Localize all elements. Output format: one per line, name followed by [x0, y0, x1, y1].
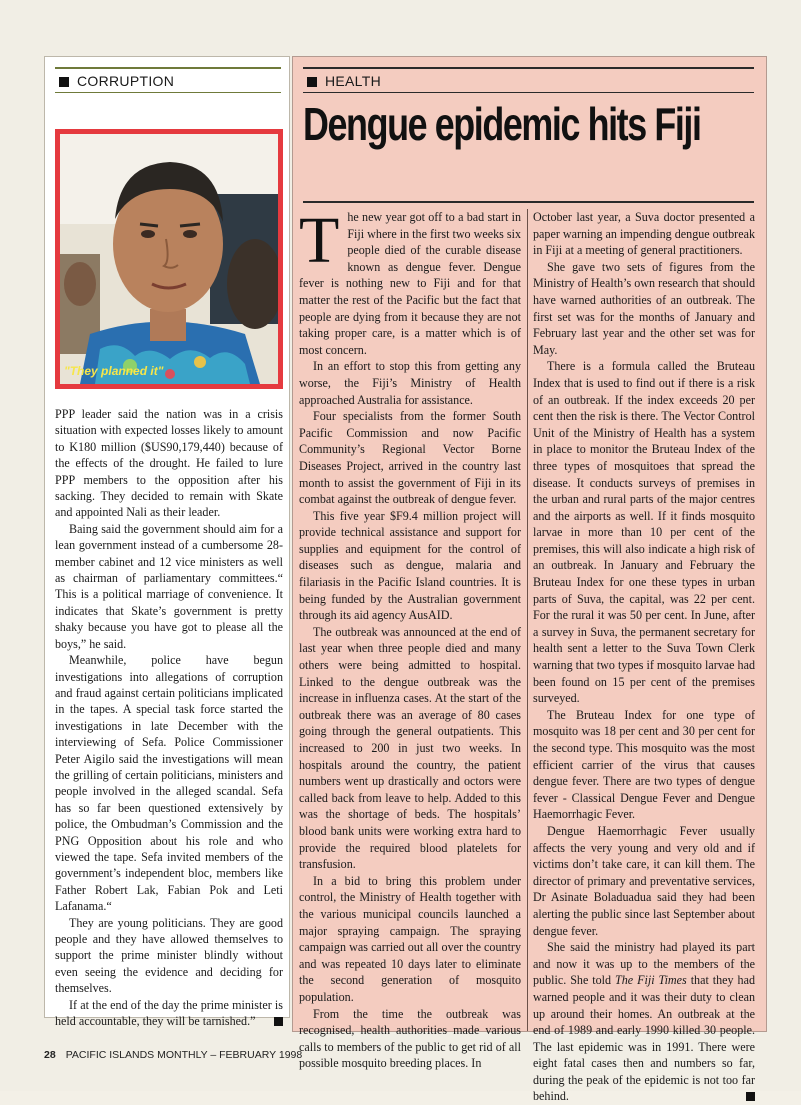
article-headline: Dengue epidemic hits Fiji	[303, 98, 701, 150]
paragraph-final	[533, 939, 755, 1105]
section-label: HEALTH	[325, 73, 381, 89]
paragraph: Dengue Haemorrhagic Fever usually affects the very young and very old and if victims don’t take care, it can kill them. The director of primary and preventative services, Dr Asinate Boladuadua said they had been alerting the public since last September about dengue fever.	[533, 823, 755, 938]
article-column-1	[299, 204, 521, 1072]
portrait-photo	[55, 129, 283, 389]
lead-paragraph	[299, 204, 521, 358]
newspaper-title: The Fiji Times	[615, 973, 687, 988]
page-footer	[44, 1049, 302, 1061]
paragraph: October last year, a Suva doctor presented a paper warning an impending dengue outbreak in Fiji at a meeting of general practitioners.	[533, 210, 755, 258]
drop-cap: T	[299, 204, 340, 277]
paragraph: From the time the outbreak was recognised, health authorities made various calls to members of the public to get rid of all possible mosquito breeding places. In	[299, 1006, 521, 1071]
photo-caption: "They planned it"	[64, 364, 164, 378]
corruption-panel	[44, 56, 290, 1029]
portrait-illustration	[60, 134, 278, 384]
paragraph: She gave two sets of figures from the Ministry of Health’s own research that should have warned authorities of an outbreak. The first set was for the months of January and February last year and the other set was for May.	[533, 259, 755, 357]
paragraph: The outbreak was announced at the end of last year when three people died and many others were being admitted to hospital. Linked to the dengue outbreak was the increase in influenza cases. At the start of the outbreak there was an average of 80 cases going through the general outpatients. This increased to 200 in just two weeks. In hospitals around the country, the patient numbers went up drastically and octors were called back from leave to help. Added to this was the shortage of beds. The hospitals’ blood bank units were working extra hard to provide the required blood platelets for transfusion.	[299, 624, 521, 872]
paragraph: PPP leader said the nation was in a crisis situation with expected losses likely to amount to K180 million ($US90,179,440) because of the effects of the drought. He failed to lure PPP members to the opposition after his sacking. They decided to remain with Skate and appointed Nali as their leader.	[55, 407, 283, 520]
paragraph: Meanwhile, police have begun investigations into allegations of corruption and fraud against certain politicians implicated in the tapes. A special task force started the investigations in late December with the interviewing of Sefa. Police Commissioner Peter Aigilo said the investigations will mean the grilling of certain politicians, ministers and people involved in the alleged scandal. Sefa has so far been questioned extensively by police, the Ombudman’s Commission and the PNG Opposition about his role and who viewed the tape. Sefa invited members of the government’s independent bloc, members like Father Robert Lak, Fabian Pok and Leti Lafanama.“	[55, 653, 283, 914]
bullet-square-icon	[307, 77, 317, 87]
paragraph: Four specialists from the former South Pacific Commission and now Pacific Community’s Regional Vector Borne Diseases Project, arrived in the country last month to assist the government of Fiji in its combat against the outbreak of dengue fever.	[299, 409, 521, 507]
paragraph-final	[55, 997, 283, 1030]
headline-rule	[303, 201, 754, 203]
corruption-article-text	[55, 406, 283, 1029]
column-divider	[527, 209, 528, 1031]
health-panel	[292, 56, 767, 1104]
article-column-2	[533, 209, 755, 1105]
paragraph-text: She said the ministry had played its part and now it was up to the members of the public. She told	[533, 940, 755, 988]
paragraph-text: that they had warned people and it was their duty to clean up around their homes. An outbreak at the end of 1989 and early 1990 killed 30 people. The last epidemic was in 1991. There were eight fatal cases then and numbers so far, during the peak of the epidemic is not too far behind.	[533, 973, 755, 1104]
section-label: CORRUPTION	[77, 73, 175, 89]
bullet-square-icon	[59, 77, 69, 87]
publication-line: PACIFIC ISLANDS MONTHLY – FEBRUARY 1998	[65, 1049, 303, 1061]
end-mark-icon	[746, 1092, 755, 1101]
page-number: 28	[44, 1049, 56, 1061]
paragraph: This five year $F9.4 million project will provide technical assistance and support for supplies and equipment for the control of diseases such as dengue, malaria and filariasis in the Pacific Island countries. It is being funded by the Australian government through its aid agency AusAID.	[299, 508, 521, 623]
paragraph-text: he new year got off to a bad start in Fiji where in the first two weeks six people died of the curable disease known as dengue fever. Dengue fever is nothing new to Fiji and for that matter the rest of the Pacific but the fact that people are dying from it because they are not taking proper care, is a matter which is of most concern.	[299, 210, 521, 357]
section-tag-corruption	[55, 67, 281, 93]
section-tag-health	[303, 67, 754, 93]
paragraph: In a bid to bring this problem under control, the Ministry of Health together with the various municipal councils launched a major spraying campaign. The spraying campaign was carried out all over the country and was repeated 10 days later to eliminate the second generation of mosquito population.	[299, 873, 521, 1004]
paragraph: Baing said the government should aim for a lean government instead of a cumbersome 28-member cabinet and 12 vice ministers as well as chairman of parliamentary committees.“ This is a political marriage of convenience. It indicates that Skate’s government is pretty shaky because you have got to please all the boys,” he said.	[55, 521, 283, 651]
paragraph: They are young politicians. They are good people and they have allowed themselves to support the prime minister blindly without even seeing the evidence and deciding for themselves.	[55, 915, 283, 996]
paragraph: There is a formula called the Bruteau Index that is used to find out if there is a risk of an outbreak. If the index exceeds 20 per cent then the risk is there. The Vector Control Unit of the Ministry of Health has a system in place to monitor the Bruteau Index of the three types of mosquitoes that spread the disease. It conducts surveys of premises in the urban and rural parts of the major centres and the airports as well. If it finds mosquito larvae in more than 10 per cent of the premises, this will also indicate a high risk of an outbreak. In January and February the Bruteau Index for one these types in urban parts of Suva, the capital, was 22 per cent. For the rural it was 50 per cent. In June, after a survey in Suva, the permanent secretary for health sent a letter to the Suva Town Clerk warning that two types if mosquito larvae had been found on 15 per cent of the premises surveyed.	[533, 359, 756, 706]
end-mark-icon	[274, 1017, 283, 1026]
paragraph-text: If at the end of the day the prime minister is held accountable, they will be tarnished.”	[55, 997, 283, 1029]
paragraph: In an effort to stop this from getting any worse, the Fiji’s Ministry of Health approached Australia for assistance.	[299, 359, 521, 407]
paragraph: The Bruteau Index for one type of mosquito was 18 per cent and 30 per cent for the second type. This mosquito was the most efficient carrier of the virus that causes dengue fever. There are two types of dengue fever - Classical Dengue Fever and Dengue Haemorrhagic Fever.	[533, 707, 755, 822]
